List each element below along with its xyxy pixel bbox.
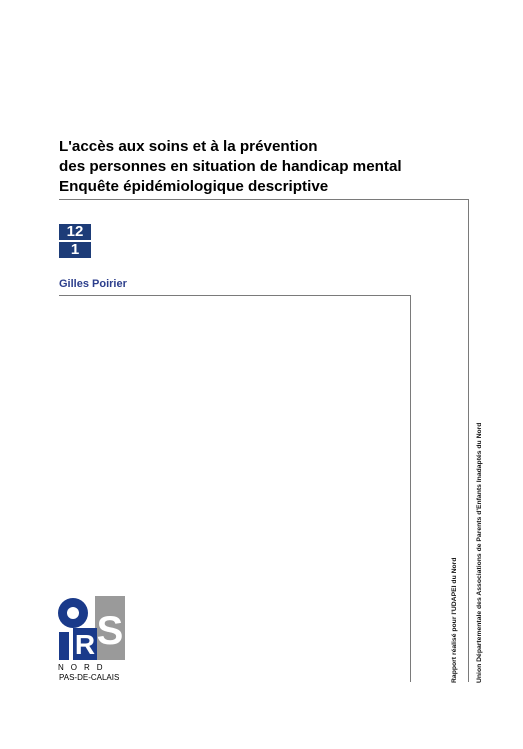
logo-i-bar (59, 632, 69, 660)
report-volume-badge: 1 (59, 242, 91, 258)
ors-logo-icon (57, 596, 127, 660)
outer-frame-top-rule (59, 199, 469, 200)
outer-frame-right-rule (468, 199, 469, 682)
title-line-1: L'accès aux soins et à la prévention (59, 138, 318, 155)
inner-frame-right-rule (410, 295, 411, 682)
report-number-badge: 12 (59, 224, 91, 240)
inner-frame-top-rule (59, 295, 411, 296)
logo-subregion-label: PAS-DE-CALAIS (59, 673, 120, 682)
logo-region-label: NORD (58, 663, 110, 672)
logo-s-letter: S (96, 609, 124, 653)
author-name: Gilles Poirier (59, 278, 127, 290)
report-for-vertical-text: Rapport réalisé pour l'UDAPEI du Nord (451, 557, 458, 683)
logo-o-letter: O (72, 620, 74, 621)
report-title (59, 137, 479, 197)
logo-r-letter: R (74, 629, 96, 660)
title-line-2: des personnes en situation de handicap mental (59, 158, 402, 175)
organization-vertical-text: Union Départementale des Associations de Parents d'Enfants Inadaptés du Nord (476, 422, 483, 683)
title-line-3: Enquête épidémiologique descriptive (59, 178, 329, 195)
